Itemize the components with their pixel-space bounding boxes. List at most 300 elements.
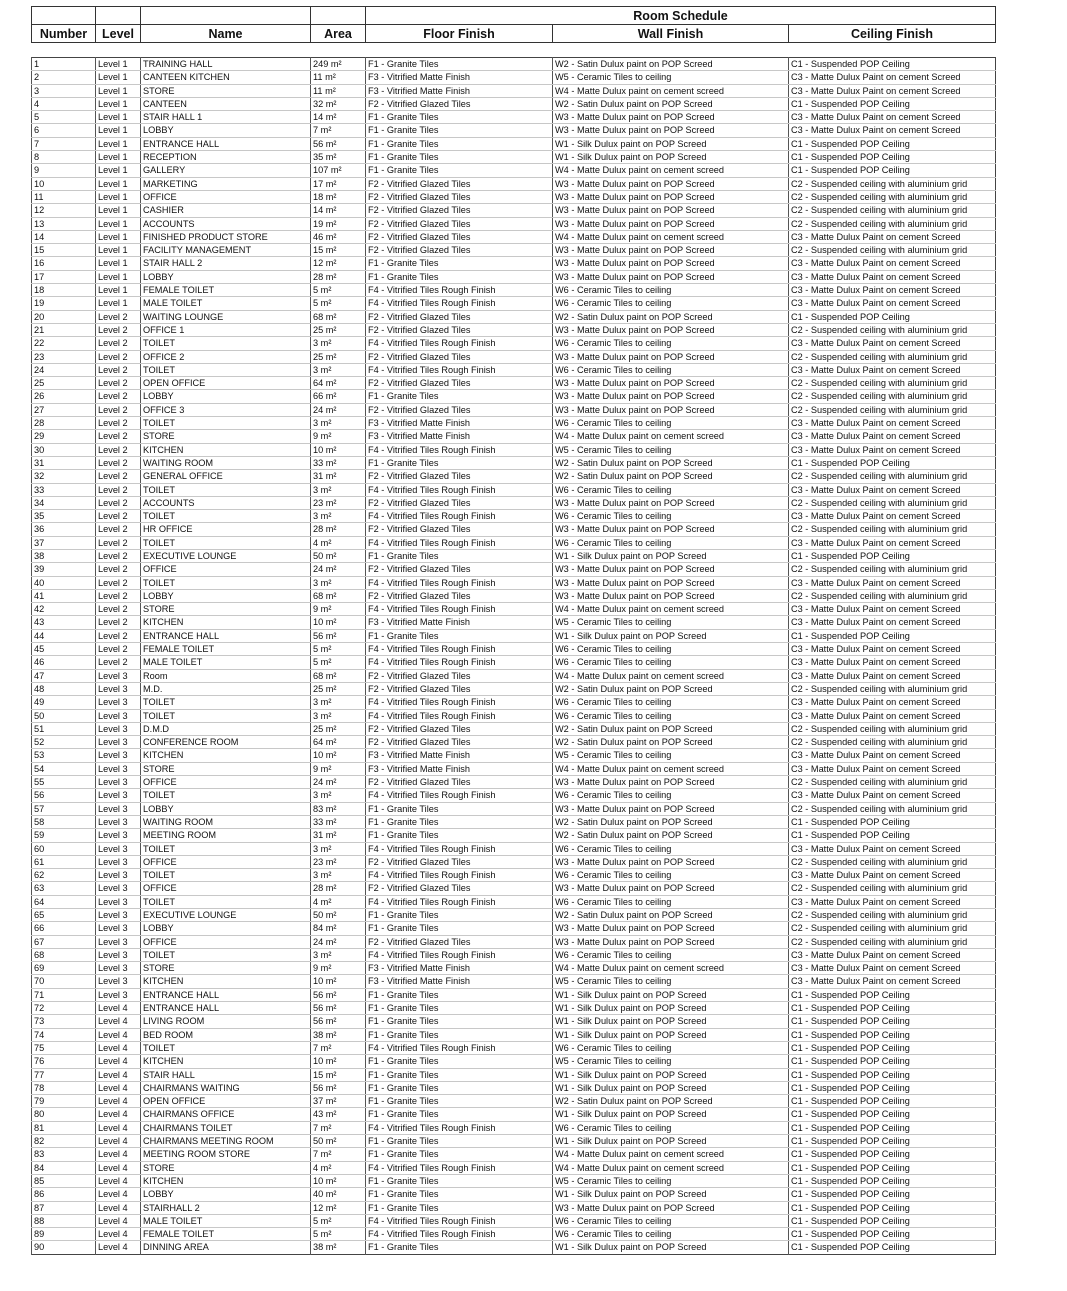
cell-ceiling-finish: C1 - Suspended POP Ceiling — [789, 1161, 996, 1174]
cell-area: 40 m² — [311, 1188, 366, 1201]
cell-ceiling-finish: C1 - Suspended POP Ceiling — [789, 1174, 996, 1187]
cell-area: 18 m² — [311, 190, 366, 203]
cell-ceiling-finish: C1 - Suspended POP Ceiling — [789, 1055, 996, 1068]
cell-level: Level 3 — [96, 789, 141, 802]
table-row — [32, 656, 996, 669]
cell-area: 4 m² — [311, 1161, 366, 1174]
cell-name: FACILITY MANAGEMENT — [141, 244, 311, 257]
table-row — [32, 948, 996, 961]
cell-ceiling-finish: C2 - Suspended ceiling with aluminium grid — [789, 377, 996, 390]
table-row — [32, 922, 996, 935]
cell-floor-finish: F4 - Vitrified Tiles Rough Finish — [366, 696, 553, 709]
cell-area: 56 m² — [311, 137, 366, 150]
cell-floor-finish: F1 - Granite Tiles — [366, 1174, 553, 1187]
table-row — [32, 58, 996, 71]
cell-ceiling-finish: C2 - Suspended ceiling with aluminium grid — [789, 217, 996, 230]
cell-name: M.D. — [141, 682, 311, 695]
cell-wall-finish: W3 - Matte Dulux paint on POP Screed — [553, 523, 789, 536]
cell-name: TRAINING HALL — [141, 58, 311, 71]
cell-wall-finish: W3 - Matte Dulux paint on POP Screed — [553, 257, 789, 270]
cell-area: 56 m² — [311, 1081, 366, 1094]
cell-ceiling-finish: C3 - Matte Dulux Paint on cement Screed — [789, 616, 996, 629]
table-row — [32, 496, 996, 509]
cell-wall-finish: W3 - Matte Dulux paint on POP Screed — [553, 323, 789, 336]
table-row — [32, 616, 996, 629]
cell-ceiling-finish: C2 - Suspended ceiling with aluminium grid — [789, 909, 996, 922]
cell-area: 24 m² — [311, 935, 366, 948]
cell-wall-finish: W6 - Ceramic Tiles to ceiling — [553, 510, 789, 523]
cell-ceiling-finish: C1 - Suspended POP Ceiling — [789, 1015, 996, 1028]
cell-number: 55 — [32, 776, 96, 789]
cell-level: Level 3 — [96, 696, 141, 709]
cell-wall-finish: W1 - Silk Dulux paint on POP Screed — [553, 1081, 789, 1094]
cell-wall-finish: W2 - Satin Dulux paint on POP Screed — [553, 736, 789, 749]
cell-name: STAIRHALL 2 — [141, 1201, 311, 1214]
table-row — [32, 1174, 996, 1187]
cell-ceiling-finish: C1 - Suspended POP Ceiling — [789, 1135, 996, 1148]
cell-wall-finish: W2 - Satin Dulux paint on POP Screed — [553, 1095, 789, 1108]
cell-ceiling-finish: C3 - Matte Dulux Paint on cement Screed — [789, 576, 996, 589]
cell-level: Level 1 — [96, 217, 141, 230]
cell-ceiling-finish: C3 - Matte Dulux Paint on cement Screed — [789, 363, 996, 376]
cell-name: STAIR HALL — [141, 1068, 311, 1081]
cell-ceiling-finish: C2 - Suspended ceiling with aluminium grid — [789, 350, 996, 363]
cell-number: 33 — [32, 483, 96, 496]
cell-number: 22 — [32, 337, 96, 350]
cell-level: Level 4 — [96, 1055, 141, 1068]
cell-floor-finish: F3 - Vitrified Matte Finish — [366, 962, 553, 975]
cell-floor-finish: F2 - Vitrified Glazed Tiles — [366, 722, 553, 735]
cell-wall-finish: W3 - Matte Dulux paint on POP Screed — [553, 244, 789, 257]
cell-ceiling-finish: C2 - Suspended ceiling with aluminium grid — [789, 563, 996, 576]
table-row — [32, 709, 996, 722]
cell-level: Level 1 — [96, 84, 141, 97]
cell-number: 7 — [32, 137, 96, 150]
cell-level: Level 4 — [96, 1161, 141, 1174]
cell-area: 7 m² — [311, 1041, 366, 1054]
cell-number: 59 — [32, 829, 96, 842]
cell-name: CANTEEN KITCHEN — [141, 71, 311, 84]
cell-wall-finish: W6 - Ceramic Tiles to ceiling — [553, 709, 789, 722]
cell-wall-finish: W4 - Matte Dulux paint on cement screed — [553, 603, 789, 616]
cell-floor-finish: F1 - Granite Tiles — [366, 1188, 553, 1201]
cell-level: Level 2 — [96, 563, 141, 576]
cell-floor-finish: F3 - Vitrified Matte Finish — [366, 762, 553, 775]
cell-name: TOILET — [141, 1041, 311, 1054]
cell-area: 50 m² — [311, 1135, 366, 1148]
cell-area: 9 m² — [311, 762, 366, 775]
cell-number: 31 — [32, 456, 96, 469]
cell-floor-finish: F1 - Granite Tiles — [366, 257, 553, 270]
cell-level: Level 3 — [96, 842, 141, 855]
cell-area: 10 m² — [311, 616, 366, 629]
cell-wall-finish: W6 - Ceramic Tiles to ceiling — [553, 297, 789, 310]
cell-number: 46 — [32, 656, 96, 669]
cell-level: Level 2 — [96, 443, 141, 456]
table-row — [32, 842, 996, 855]
table-row — [32, 510, 996, 523]
table-row — [32, 443, 996, 456]
cell-ceiling-finish: C3 - Matte Dulux Paint on cement Screed — [789, 656, 996, 669]
cell-level: Level 1 — [96, 284, 141, 297]
cell-area: 64 m² — [311, 736, 366, 749]
cell-ceiling-finish: C1 - Suspended POP Ceiling — [789, 988, 996, 1001]
table-row — [32, 456, 996, 469]
cell-ceiling-finish: C1 - Suspended POP Ceiling — [789, 1201, 996, 1214]
cell-area: 23 m² — [311, 496, 366, 509]
cell-wall-finish: W1 - Silk Dulux paint on POP Screed — [553, 629, 789, 642]
cell-number: 35 — [32, 510, 96, 523]
table-row — [32, 722, 996, 735]
cell-floor-finish: F2 - Vitrified Glazed Tiles — [366, 496, 553, 509]
table-row — [32, 762, 996, 775]
cell-number: 15 — [32, 244, 96, 257]
cell-area: 56 m² — [311, 1002, 366, 1015]
cell-number: 66 — [32, 922, 96, 935]
cell-floor-finish: F4 - Vitrified Tiles Rough Finish — [366, 709, 553, 722]
cell-floor-finish: F3 - Vitrified Matte Finish — [366, 975, 553, 988]
cell-name: ENTRANCE HALL — [141, 1002, 311, 1015]
cell-number: 16 — [32, 257, 96, 270]
table-row — [32, 629, 996, 642]
table-row — [32, 257, 996, 270]
cell-area: 32 m² — [311, 97, 366, 110]
table-row — [32, 350, 996, 363]
cell-floor-finish: F2 - Vitrified Glazed Tiles — [366, 470, 553, 483]
table-row — [32, 895, 996, 908]
cell-floor-finish: F1 - Granite Tiles — [366, 1148, 553, 1161]
cell-name: TOILET — [141, 709, 311, 722]
cell-ceiling-finish: C3 - Matte Dulux Paint on cement Screed — [789, 762, 996, 775]
cell-level: Level 3 — [96, 975, 141, 988]
cell-number: 82 — [32, 1135, 96, 1148]
cell-area: 9 m² — [311, 430, 366, 443]
table-row — [32, 137, 996, 150]
cell-level: Level 1 — [96, 257, 141, 270]
table-row — [32, 323, 996, 336]
cell-wall-finish: W6 - Ceramic Tiles to ceiling — [553, 696, 789, 709]
table-row — [32, 589, 996, 602]
cell-name: LOBBY — [141, 270, 311, 283]
table-row — [32, 363, 996, 376]
table-row — [32, 1068, 996, 1081]
cell-ceiling-finish: C2 - Suspended ceiling with aluminium grid — [789, 190, 996, 203]
cell-area: 31 m² — [311, 470, 366, 483]
table-row — [32, 124, 996, 137]
cell-floor-finish: F1 - Granite Tiles — [366, 1015, 553, 1028]
cell-area: 9 m² — [311, 603, 366, 616]
cell-name: LOBBY — [141, 124, 311, 137]
cell-number: 83 — [32, 1148, 96, 1161]
table-row — [32, 962, 996, 975]
cell-ceiling-finish: C1 - Suspended POP Ceiling — [789, 1041, 996, 1054]
cell-number: 4 — [32, 97, 96, 110]
cell-floor-finish: F1 - Granite Tiles — [366, 922, 553, 935]
cell-wall-finish: W2 - Satin Dulux paint on POP Screed — [553, 58, 789, 71]
cell-ceiling-finish: C3 - Matte Dulux Paint on cement Screed — [789, 430, 996, 443]
cell-level: Level 4 — [96, 1108, 141, 1121]
cell-number: 71 — [32, 988, 96, 1001]
cell-area: 3 m² — [311, 696, 366, 709]
cell-ceiling-finish: C1 - Suspended POP Ceiling — [789, 1228, 996, 1241]
cell-number: 34 — [32, 496, 96, 509]
cell-number: 17 — [32, 270, 96, 283]
table-row — [32, 669, 996, 682]
cell-number: 58 — [32, 815, 96, 828]
cell-area: 11 m² — [311, 71, 366, 84]
cell-floor-finish: F1 - Granite Tiles — [366, 1028, 553, 1041]
cell-name: OFFICE 3 — [141, 403, 311, 416]
cell-floor-finish: F1 - Granite Tiles — [366, 802, 553, 815]
cell-wall-finish: W1 - Silk Dulux paint on POP Screed — [553, 1002, 789, 1015]
cell-wall-finish: W5 - Ceramic Tiles to ceiling — [553, 616, 789, 629]
cell-name: TOILET — [141, 895, 311, 908]
cell-wall-finish: W3 - Matte Dulux paint on POP Screed — [553, 776, 789, 789]
cell-wall-finish: W3 - Matte Dulux paint on POP Screed — [553, 204, 789, 217]
cell-name: OPEN OFFICE — [141, 377, 311, 390]
cell-ceiling-finish: C1 - Suspended POP Ceiling — [789, 310, 996, 323]
cell-area: 14 m² — [311, 204, 366, 217]
cell-level: Level 3 — [96, 802, 141, 815]
cell-wall-finish: W4 - Matte Dulux paint on cement screed — [553, 230, 789, 243]
cell-level: Level 3 — [96, 722, 141, 735]
cell-floor-finish: F2 - Vitrified Glazed Tiles — [366, 377, 553, 390]
cell-number: 18 — [32, 284, 96, 297]
cell-area: 4 m² — [311, 536, 366, 549]
cell-ceiling-finish: C2 - Suspended ceiling with aluminium grid — [789, 722, 996, 735]
cell-wall-finish: W5 - Ceramic Tiles to ceiling — [553, 443, 789, 456]
cell-area: 28 m² — [311, 882, 366, 895]
cell-area: 46 m² — [311, 230, 366, 243]
cell-wall-finish: W6 - Ceramic Tiles to ceiling — [553, 948, 789, 961]
cell-number: 19 — [32, 297, 96, 310]
cell-wall-finish: W3 - Matte Dulux paint on POP Screed — [553, 563, 789, 576]
cell-name: KITCHEN — [141, 1055, 311, 1068]
cell-level: Level 3 — [96, 869, 141, 882]
cell-floor-finish: F2 - Vitrified Glazed Tiles — [366, 523, 553, 536]
cell-wall-finish: W1 - Silk Dulux paint on POP Screed — [553, 1028, 789, 1041]
cell-name: OFFICE 1 — [141, 323, 311, 336]
cell-floor-finish: F3 - Vitrified Matte Finish — [366, 749, 553, 762]
cell-name: LOBBY — [141, 390, 311, 403]
cell-name: CHAIRMANS OFFICE — [141, 1108, 311, 1121]
cell-level: Level 2 — [96, 616, 141, 629]
cell-area: 31 m² — [311, 829, 366, 842]
table-row — [32, 1002, 996, 1015]
cell-area: 56 m² — [311, 988, 366, 1001]
cell-name: OFFICE — [141, 882, 311, 895]
cell-area: 14 m² — [311, 111, 366, 124]
cell-ceiling-finish: C1 - Suspended POP Ceiling — [789, 1121, 996, 1134]
cell-wall-finish: W2 - Satin Dulux paint on POP Screed — [553, 815, 789, 828]
cell-name: OFFICE — [141, 855, 311, 868]
cell-floor-finish: F4 - Vitrified Tiles Rough Finish — [366, 1121, 553, 1134]
cell-number: 10 — [32, 177, 96, 190]
table-row — [32, 310, 996, 323]
table-row — [32, 417, 996, 430]
cell-name: STORE — [141, 430, 311, 443]
cell-number: 52 — [32, 736, 96, 749]
table-row — [32, 696, 996, 709]
cell-floor-finish: F4 - Vitrified Tiles Rough Finish — [366, 1161, 553, 1174]
cell-floor-finish: F2 - Vitrified Glazed Tiles — [366, 589, 553, 602]
cell-area: 10 m² — [311, 443, 366, 456]
cell-name: FINISHED PRODUCT STORE — [141, 230, 311, 243]
cell-name: FEMALE TOILET — [141, 1228, 311, 1241]
cell-name: MEETING ROOM — [141, 829, 311, 842]
cell-level: Level 1 — [96, 204, 141, 217]
cell-ceiling-finish: C2 - Suspended ceiling with aluminium grid — [789, 682, 996, 695]
cell-number: 27 — [32, 403, 96, 416]
cell-name: CHAIRMANS WAITING — [141, 1081, 311, 1094]
cell-floor-finish: F1 - Granite Tiles — [366, 1108, 553, 1121]
table-row — [32, 1081, 996, 1094]
cell-area: 17 m² — [311, 177, 366, 190]
cell-floor-finish: F1 - Granite Tiles — [366, 390, 553, 403]
cell-name: RECEPTION — [141, 151, 311, 164]
cell-level: Level 1 — [96, 151, 141, 164]
cell-wall-finish: W3 - Matte Dulux paint on POP Screed — [553, 190, 789, 203]
cell-name: TOILET — [141, 417, 311, 430]
cell-area: 15 m² — [311, 1068, 366, 1081]
cell-name: LOBBY — [141, 1188, 311, 1201]
cell-floor-finish: F2 - Vitrified Glazed Tiles — [366, 230, 553, 243]
cell-number: 3 — [32, 84, 96, 97]
cell-ceiling-finish: C3 - Matte Dulux Paint on cement Screed — [789, 257, 996, 270]
cell-area: 24 m² — [311, 403, 366, 416]
cell-number: 13 — [32, 217, 96, 230]
cell-wall-finish: W3 - Matte Dulux paint on POP Screed — [553, 576, 789, 589]
cell-level: Level 4 — [96, 1121, 141, 1134]
cell-level: Level 2 — [96, 390, 141, 403]
cell-ceiling-finish: C2 - Suspended ceiling with aluminium grid — [789, 204, 996, 217]
cell-number: 12 — [32, 204, 96, 217]
cell-wall-finish: W6 - Ceramic Tiles to ceiling — [553, 869, 789, 882]
cell-name: KITCHEN — [141, 443, 311, 456]
cell-area: 7 m² — [311, 124, 366, 137]
table-row — [32, 749, 996, 762]
cell-name: TOILET — [141, 337, 311, 350]
cell-wall-finish: W3 - Matte Dulux paint on POP Screed — [553, 111, 789, 124]
cell-name: FEMALE TOILET — [141, 643, 311, 656]
cell-level: Level 2 — [96, 483, 141, 496]
cell-name: ENTRANCE HALL — [141, 137, 311, 150]
cell-level: Level 2 — [96, 377, 141, 390]
cell-level: Level 2 — [96, 576, 141, 589]
cell-wall-finish: W3 - Matte Dulux paint on POP Screed — [553, 403, 789, 416]
cell-level: Level 2 — [96, 603, 141, 616]
cell-name: TOILET — [141, 536, 311, 549]
cell-name: HR OFFICE — [141, 523, 311, 536]
table-row — [32, 190, 996, 203]
cell-level: Level 1 — [96, 111, 141, 124]
table-row — [32, 643, 996, 656]
cell-floor-finish: F1 - Granite Tiles — [366, 137, 553, 150]
cell-wall-finish: W4 - Matte Dulux paint on cement screed — [553, 84, 789, 97]
cell-number: 49 — [32, 696, 96, 709]
cell-floor-finish: F4 - Vitrified Tiles Rough Finish — [366, 643, 553, 656]
cell-floor-finish: F1 - Granite Tiles — [366, 1002, 553, 1015]
table-row — [32, 111, 996, 124]
cell-level: Level 3 — [96, 962, 141, 975]
cell-area: 50 m² — [311, 909, 366, 922]
cell-area: 37 m² — [311, 1095, 366, 1108]
cell-level: Level 4 — [96, 1068, 141, 1081]
cell-level: Level 3 — [96, 909, 141, 922]
cell-wall-finish: W6 - Ceramic Tiles to ceiling — [553, 483, 789, 496]
cell-floor-finish: F4 - Vitrified Tiles Rough Finish — [366, 948, 553, 961]
cell-floor-finish: F1 - Granite Tiles — [366, 829, 553, 842]
cell-wall-finish: W1 - Silk Dulux paint on POP Screed — [553, 1108, 789, 1121]
cell-area: 24 m² — [311, 563, 366, 576]
cell-name: OFFICE — [141, 935, 311, 948]
cell-name: LOBBY — [141, 589, 311, 602]
cell-level: Level 1 — [96, 230, 141, 243]
cell-ceiling-finish: C3 - Matte Dulux Paint on cement Screed — [789, 337, 996, 350]
cell-ceiling-finish: C1 - Suspended POP Ceiling — [789, 1108, 996, 1121]
column-header-ceiling-finish: Ceiling Finish — [789, 25, 996, 43]
cell-level: Level 1 — [96, 124, 141, 137]
cell-wall-finish: W3 - Matte Dulux paint on POP Screed — [553, 496, 789, 509]
cell-number: 78 — [32, 1081, 96, 1094]
cell-number: 28 — [32, 417, 96, 430]
cell-area: 10 m² — [311, 975, 366, 988]
cell-name: MALE TOILET — [141, 297, 311, 310]
cell-wall-finish: W4 - Matte Dulux paint on cement screed — [553, 1148, 789, 1161]
cell-area: 83 m² — [311, 802, 366, 815]
cell-wall-finish: W1 - Silk Dulux paint on POP Screed — [553, 1068, 789, 1081]
cell-wall-finish: W5 - Ceramic Tiles to ceiling — [553, 71, 789, 84]
cell-wall-finish: W3 - Matte Dulux paint on POP Screed — [553, 217, 789, 230]
cell-floor-finish: F3 - Vitrified Matte Finish — [366, 430, 553, 443]
cell-area: 11 m² — [311, 84, 366, 97]
cell-name: MARKETING — [141, 177, 311, 190]
table-row — [32, 270, 996, 283]
cell-level: Level 2 — [96, 470, 141, 483]
cell-floor-finish: F2 - Vitrified Glazed Tiles — [366, 682, 553, 695]
table-row — [32, 297, 996, 310]
cell-area: 43 m² — [311, 1108, 366, 1121]
cell-wall-finish: W1 - Silk Dulux paint on POP Screed — [553, 988, 789, 1001]
cell-level: Level 4 — [96, 1241, 141, 1254]
cell-level: Level 4 — [96, 1002, 141, 1015]
cell-ceiling-finish: C3 - Matte Dulux Paint on cement Screed — [789, 443, 996, 456]
cell-level: Level 4 — [96, 1174, 141, 1187]
cell-area: 10 m² — [311, 749, 366, 762]
table-row — [32, 549, 996, 562]
cell-name: BED ROOM — [141, 1028, 311, 1041]
cell-area: 5 m² — [311, 656, 366, 669]
cell-wall-finish: W3 - Matte Dulux paint on POP Screed — [553, 177, 789, 190]
table-row — [32, 603, 996, 616]
cell-floor-finish: F1 - Granite Tiles — [366, 151, 553, 164]
cell-ceiling-finish: C2 - Suspended ceiling with aluminium grid — [789, 935, 996, 948]
cell-floor-finish: F3 - Vitrified Matte Finish — [366, 71, 553, 84]
cell-name: LOBBY — [141, 802, 311, 815]
cell-floor-finish: F4 - Vitrified Tiles Rough Finish — [366, 842, 553, 855]
cell-level: Level 2 — [96, 403, 141, 416]
cell-area: 38 m² — [311, 1028, 366, 1041]
cell-number: 73 — [32, 1015, 96, 1028]
cell-name: STAIR HALL 2 — [141, 257, 311, 270]
table-row — [32, 284, 996, 297]
cell-wall-finish: W3 - Matte Dulux paint on POP Screed — [553, 855, 789, 868]
cell-wall-finish: W3 - Matte Dulux paint on POP Screed — [553, 390, 789, 403]
table-row — [32, 244, 996, 257]
cell-floor-finish: F1 - Granite Tiles — [366, 1055, 553, 1068]
cell-area: 3 m² — [311, 510, 366, 523]
cell-floor-finish: F4 - Vitrified Tiles Rough Finish — [366, 297, 553, 310]
